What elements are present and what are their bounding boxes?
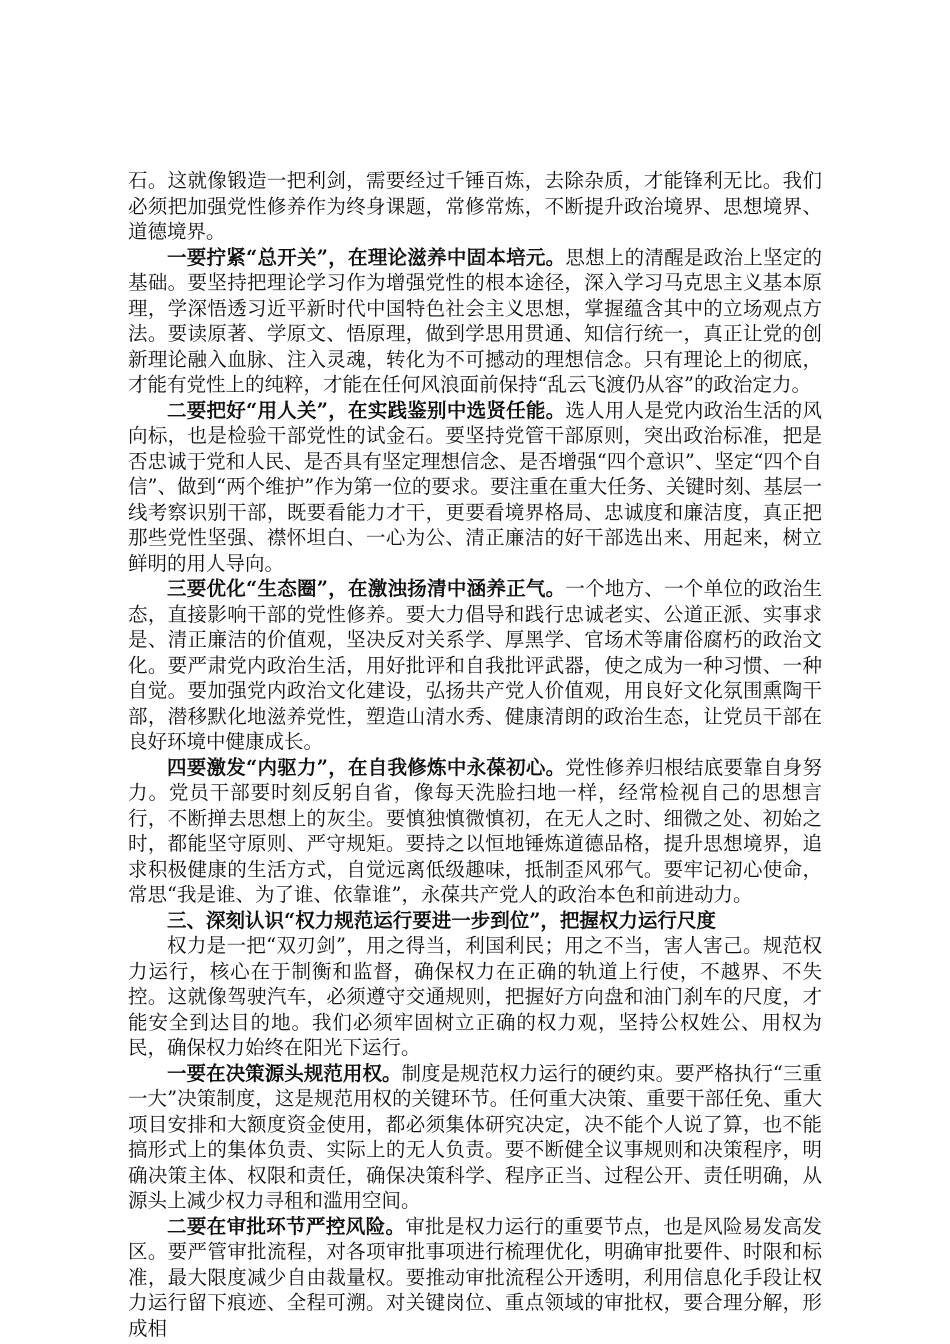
paragraph-lead: 一要在决策源头规范用权。 bbox=[167, 1061, 402, 1085]
paragraph-motivation bbox=[128, 755, 822, 908]
paragraph-personnel bbox=[128, 398, 822, 577]
paragraph-power-intro bbox=[128, 933, 822, 1061]
paragraph-decision bbox=[128, 1061, 822, 1214]
paragraph-text: 一个地方、一个单位的政治生态，直接影响干部的党性修养。要大力倡导和践行忠诚老实、公道正派、实事求是、清正廉洁的价值观，坚决反对关系学、厚黑学、官场术等庸俗腐朽的政治文化。要严肃党内政治生活，用好批评和自我批评武器，使之成为一种习惯、一种自觉。要加强党内政治文化建设，弘扬共产党人价值观，用良好文化氛围熏陶干部，潜移默化地滋养党性，塑造山清水秀、健康清朗的政治生态，让党员干部在良好环境中健康成长。 bbox=[128, 577, 822, 753]
paragraph-text: 选人用人是党内政治生活的风向标，也是检验干部党性的试金石。要坚持党管干部原则，突出政治标准，把是否忠诚于党和人民、是否具有坚定理想信念、是否增强“四个意识”、坚定“四个自信”、做到“两个维护”作为第一位的要求。要注重在重大任务、关键时刻、基层一线考察识别干部，既要看能力才干，更要看境界格局、忠诚度和廉洁度，真正把那些党性坚强、襟怀坦白、一心为公、清正廉洁的好干部选出来、用起来，树立鲜明的用人导向。 bbox=[128, 398, 822, 575]
paragraph-lead: 三要优化“生态圈”，在激浊扬清中涵养正气。 bbox=[167, 577, 566, 600]
paragraph-text: 思想上的清醒是政治上坚定的基础。要坚持把理论学习作为增强党性的根本途径，深入学习马克思主义基本原理，学深悟透习近平新时代中国特色社会主义思想，掌握蕴含其中的立场观点方法。要读原著、学原文、悟原理，做到学思用贯通、知信行统一，真正让党的创新理论融入血脉、注入灵魂，转化为不可撼动的理想信念。只有理论上的彻底，才能有党性上的纯粹，才能在任何风浪面前保持“乱云飞渡仍从容”的政治定力。 bbox=[128, 245, 822, 396]
paragraph-text: 权力是一把“双刃剑”，用之得当，利国利民；用之不当，害人害己。规范权力运行，核心在于制衡和监督，确保权力在正确的轨道上行使，不越界、不失控。这就像驾驶汽车，必须遵守交通规则，把握好方向盘和油门刹车的尺度，才能安全到达目的地。我们必须牢固树立正确的权力观，坚持公权姓公、用权为民，确保权力始终在阳光下运行。 bbox=[128, 934, 822, 1059]
paragraph-approval bbox=[128, 1214, 822, 1342]
paragraph-text: 党性修养归根结底要靠自身努力。党员干部要时刻反躬自省，像每天洗脸扫地一样，经常检视自己的思想言行，不断掸去思想上的灰尘。要慎独慎微慎初，在无人之时、细微之处、初始之时，都能坚守原则、严守规矩。要持之以恒地锤炼道德品格，提升思想境界，追求积极健康的生活方式，自觉远离低级趣味，抵制歪风邪气。要牢记初心使命，常思“我是谁、为了谁、依靠谁”，永葆共产党人的政治本色和前进动力。 bbox=[128, 755, 822, 906]
document-page bbox=[128, 168, 822, 1341]
paragraph-lead: 一要拧紧“总开关”，在理论滋养中固本培元。 bbox=[167, 245, 566, 269]
paragraph-text: 制度是规范权力运行的硬约束。要严格执行“三重一大”决策制度，这是规范用权的关键环节。任何重大决策、重要干部任免、重大项目安排和大额度资金使用，都必须集体研究决定，决不能个人说了算，也不能搞形式上的集体负责、实际上的无人负责。要不断健全议事规则和决策程序，明确决策主体、权限和责任，确保决策科学、程序正当、过程公开、责任明确，从源头上减少权力寻租和滥用空间。 bbox=[128, 1061, 822, 1212]
paragraph-theory bbox=[128, 245, 822, 398]
section-heading: 三、深刻认识“权力规范运行要进一步到位”，把握权力运行尺度 bbox=[167, 908, 716, 932]
paragraph-lead: 二要把好“用人关”，在实践鉴别中选贤任能。 bbox=[167, 398, 566, 422]
paragraph-text: 审批是权力运行的重要节点，也是风险易发高发区。要严管审批流程，对各项审批事项进行梳理优化，明确审批要件、时限和标准，最大限度减少自由裁量权。要推动审批流程公开透明，利用信息化手段让权力运行留下痕迹、全程可溯。对关键岗位、重点领域的审批权，要合理分解，形成相 bbox=[128, 1214, 822, 1340]
paragraph-continuation bbox=[128, 168, 822, 245]
paragraph-lead: 四要激发“内驱力”，在自我修炼中永葆初心。 bbox=[167, 755, 566, 779]
paragraph-lead: 二要在审批环节严控风险。 bbox=[167, 1214, 406, 1238]
paragraph-ecology bbox=[128, 576, 822, 755]
paragraph-text: 石。这就像锻造一把利剑，需要经过千锤百炼，去除杂质，才能锋利无比。我们必须把加强党性修养作为终身课题，常修常炼，不断提升政治境界、思想境界、道德境界。 bbox=[128, 169, 822, 243]
